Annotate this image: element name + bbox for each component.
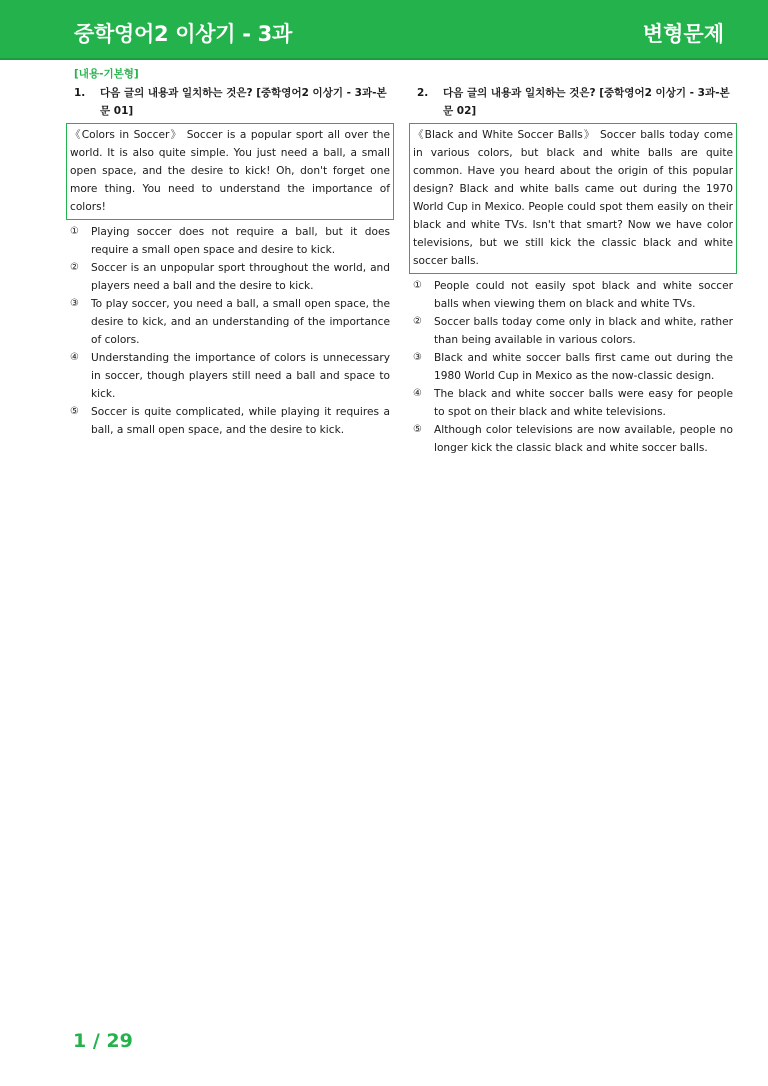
choice-item[interactable] xyxy=(70,349,390,403)
question-header xyxy=(413,84,733,120)
choice-list xyxy=(70,223,390,439)
passage-box: 《Black and White Soccer Balls》 Soccer balls today come in various colors, but black and white balls are quite common. Have you heard about the origin of this popular design? Black and white balls came out during the 1970 World Cup in Mexico. People could spot them easily on their black and white TVs. Isn't that smart? Now we have color televisions, but we still kick the classic black and white soccer balls. xyxy=(409,123,737,274)
question-number: 2. xyxy=(417,87,429,99)
choice-marker: ③ xyxy=(70,298,79,309)
choice-marker: ⑤ xyxy=(70,406,79,417)
question-prompt: 다음 글의 내용과 일치하는 것은? [중학영어2 이상기 - 3과-본문 02] xyxy=(443,87,730,117)
choice-marker: ④ xyxy=(413,388,422,399)
question-prompt: 다음 글의 내용과 일치하는 것은? [중학영어2 이상기 - 3과-본문 01] xyxy=(100,87,387,117)
choice-marker: ④ xyxy=(70,352,79,363)
header-category: 변형문제 xyxy=(642,22,724,46)
choice-marker: ⑤ xyxy=(413,424,422,435)
choice-item[interactable] xyxy=(70,403,390,439)
choice-item[interactable] xyxy=(413,313,733,349)
passage-box: 《Colors in Soccer》 Soccer is a popular sport all over the world. It is also quite simple. You just need a ball, a small open space, and the desire to kick! Oh, don't forget one more thing. You need to understand the importance of colors! xyxy=(66,123,394,220)
choice-item[interactable] xyxy=(413,277,733,313)
section-tag: [내용-기본형] xyxy=(74,68,139,80)
question-1 xyxy=(70,84,390,439)
choice-marker: ③ xyxy=(413,352,422,363)
choice-item[interactable] xyxy=(70,259,390,295)
choice-marker: ② xyxy=(413,316,422,327)
choice-marker: ① xyxy=(413,280,422,291)
choice-item[interactable] xyxy=(413,349,733,385)
choice-list xyxy=(413,277,733,457)
choice-text: The black and white soccer balls were easy for people to spot on their black and white televisions. xyxy=(434,388,733,418)
choice-item[interactable] xyxy=(70,223,390,259)
choice-text: To play soccer, you need a ball, a small open space, the desire to kick, and an understanding of the importance of colors. xyxy=(91,298,390,346)
page-header xyxy=(0,0,768,60)
question-2 xyxy=(413,84,733,457)
choice-item[interactable] xyxy=(413,385,733,421)
choice-text: Soccer is an unpopular sport throughout the world, and players need a ball and the desire to kick. xyxy=(91,262,390,292)
choice-text: Soccer balls today come only in black and white, rather than being available in various colors. xyxy=(434,316,733,346)
choice-text: Playing soccer does not require a ball, but it does require a small open space and desire to kick. xyxy=(91,226,390,256)
choice-text: Although color televisions are now available, people no longer kick the classic black and white soccer balls. xyxy=(434,424,733,454)
question-header xyxy=(70,84,390,120)
choice-text: Understanding the importance of colors is unnecessary in soccer, though players still need a ball and space to kick. xyxy=(91,352,390,400)
choice-marker: ① xyxy=(70,226,79,237)
choice-text: People could not easily spot black and white soccer balls when viewing them on black and white TVs. xyxy=(434,280,733,310)
header-title: 중학영어2 이상기 - 3과 xyxy=(74,22,292,46)
page-number: 1 / 29 xyxy=(73,1030,133,1052)
choice-marker: ② xyxy=(70,262,79,273)
choice-text: Black and white soccer balls first came out during the 1980 World Cup in Mexico as the now-classic design. xyxy=(434,352,733,382)
choice-item[interactable] xyxy=(413,421,733,457)
question-number: 1. xyxy=(74,87,86,99)
choice-text: Soccer is quite complicated, while playing it requires a ball, a small open space, and the desire to kick. xyxy=(91,406,390,436)
choice-item[interactable] xyxy=(70,295,390,349)
